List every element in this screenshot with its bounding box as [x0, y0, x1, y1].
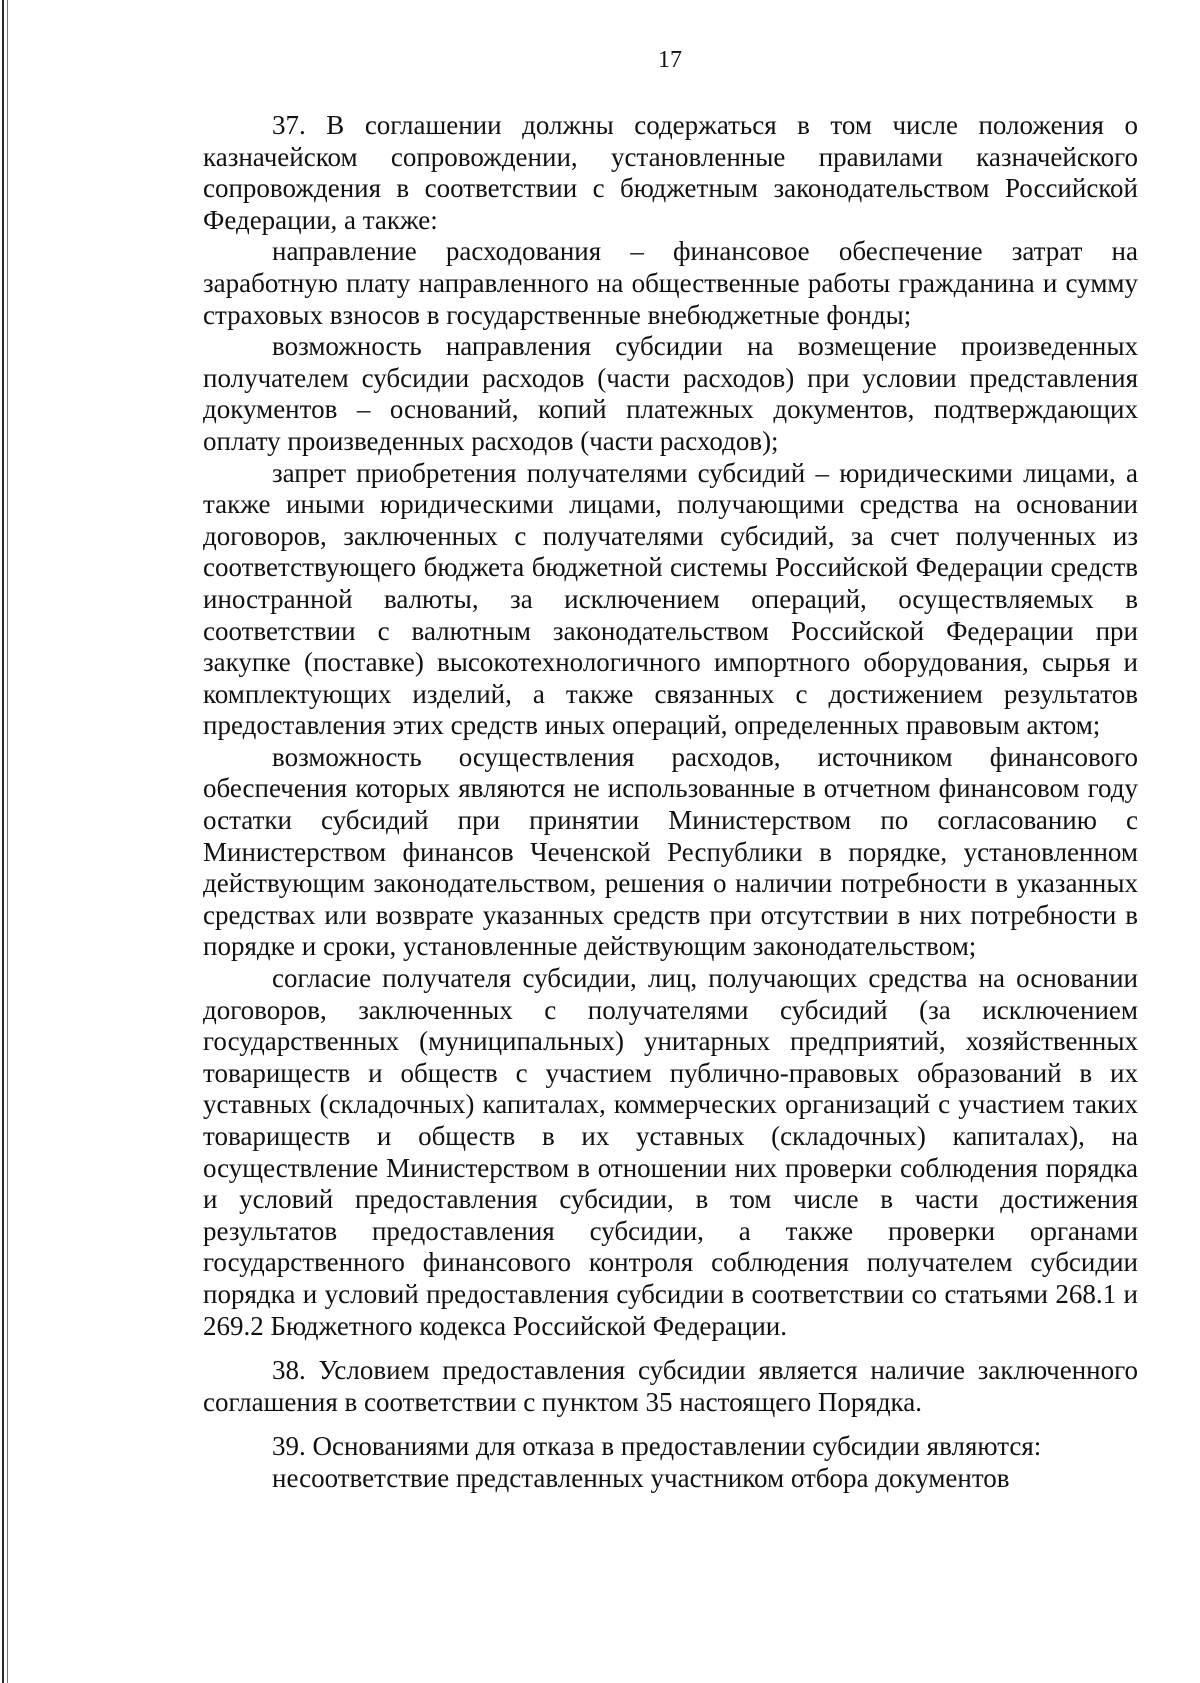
paragraph-remaining-funds: возможность осуществления расходов, источником финансового обеспечения которых являются не использованные в отчетном финансовом году остатки субсидий при принятии Министерством по согласованию с Министерством финансов Чеченской Республики в порядке, установленном действующим законодательством, решения о наличии потребности в указанных средствах или возврате указанных средств при отсутствии в них потребности в порядке и сроки, установленные действующим законодательством;: [203, 741, 1138, 962]
paragraph-38: 38. Условием предоставления субсидии является наличие заключенного соглашения в соответствии с пунктом 35 настоящего Порядка.: [203, 1355, 1138, 1417]
scan-border-line: [2, 0, 4, 1683]
scan-border-line: [7, 0, 8, 1683]
paragraph-mismatch: несоответствие представленных участником отбора документов: [272, 1462, 1010, 1493]
document-body: [203, 110, 1138, 1495]
page-number: 17: [658, 47, 682, 73]
paragraph-reimbursement: возможность направления субсидии на возмещение произведенных получателем субсидии расходов (части расходов) при условии представления документов – оснований, копий платежных документов, подтверждающих оплату произведенных расходов (части расходов);: [203, 331, 1138, 456]
paragraph-consent: согласие получателя субсидии, лиц, получающих средства на основании договоров, заключенных с получателями субсидий (за исключением государственных (муниципальных) унитарных предприятий, хозяйственных товариществ и обществ с участием публично-правовых образований в их уставных (складочных) капиталах, коммерческих организаций с участием таких товариществ и обществ в их уставных (складочных) капиталах), на осуществление Министерством в отношении них проверки соблюдения порядка и условий предоставления субсидии, в том числе в части достижения результатов предоставления субсидии, а также проверки органами государственного финансового контроля соблюдения получателем субсидии порядка и условий предоставления субсидии в соответствии со статьями 268.1 и 269.2 Бюджетного кодекса Российской Федерации.: [203, 963, 1138, 1341]
paragraph-currency-ban: запрет приобретения получателями субсидий – юридическими лицами, а также иными юридическими лицами, получающими средства на основании договоров, заключенных с получателями субсидий, за счет полученных из соответствующего бюджета бюджетной системы Российской Федерации средств иностранной валюты, за исключением операций, осуществляемых в соответствии с валютным законодательством Российской Федерации при закупке (поставке) высокотехнологичного импортного оборудования, сырья и комплектующих изделий, а также связанных с достижением результатов предоставления этих средств иных операций, определенных правовым актом;: [203, 457, 1138, 741]
paragraph-expense-direction: направление расходования – финансовое обеспечение затрат на заработную плату направленного на общественные работы гражданина и сумму страховых взносов в государственные внебюджетные фонды;: [203, 236, 1138, 330]
paragraph-37: 37. В соглашении должны содержаться в том числе положения о казначейском сопровождении, установленные правилами казначейского сопровождения в соответствии с бюджетным законодательством Российской Федерации, а также:: [203, 110, 1138, 235]
paragraph-39: 39. Основаниями для отказа в предоставлении субсидии являются:: [272, 1431, 1042, 1462]
